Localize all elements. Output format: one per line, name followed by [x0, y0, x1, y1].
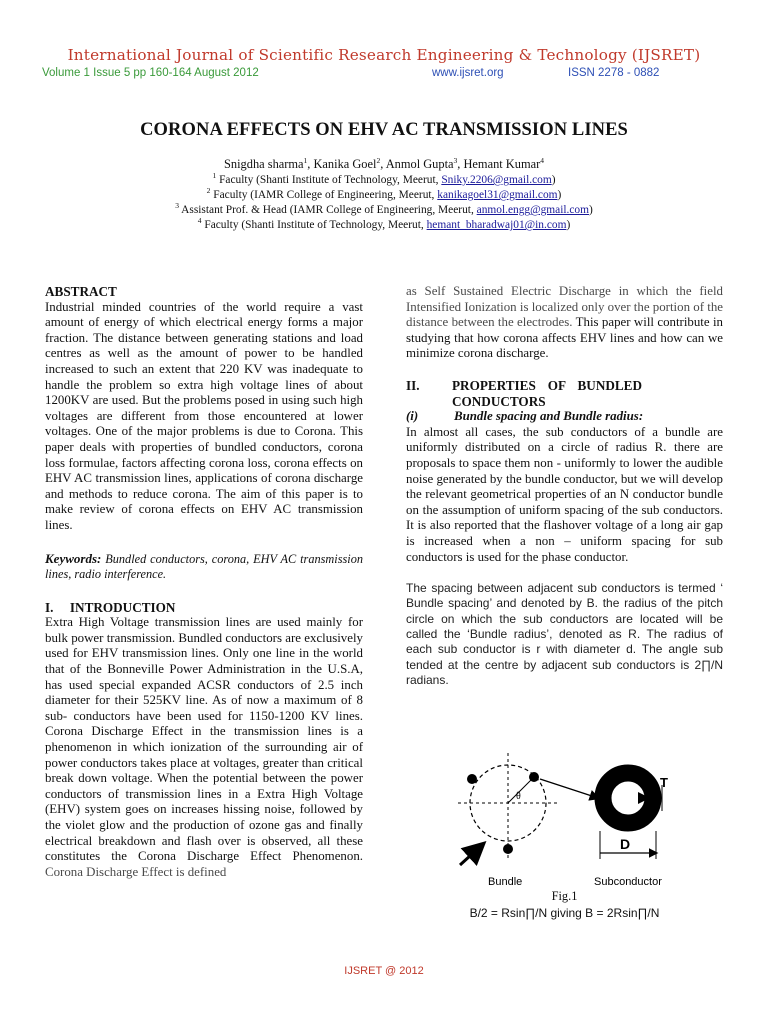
- author-sup: 3: [453, 155, 458, 165]
- keywords-label: Keywords:: [45, 550, 102, 566]
- section2-para1: In almost all cases, the sub conductors of a bundle are uniformly distributed on a circle of radius R. there are proposals to space them non - uniformly to lower the audible noise generated by the bundle conductor, but we will develop the relevant geometrical properties of an N conductor bundle on the assumption of uniform spacing of the sub conductors. It is also reported that the flashover voltage of a long air gap is increased when a non – uniform spacing for sub conductors is used for the phase conductor.: [406, 424, 723, 564]
- subsection-heading: [406, 409, 723, 425]
- aff-sup: 1: [212, 171, 217, 181]
- radius-line: [508, 777, 534, 803]
- journal-url[interactable]: www.ijsret.org: [432, 67, 504, 79]
- intro-body: Extra High Voltage transmission lines are used mainly for bulk power transmission. Bundled conductors are exclusively used for EHV transmission lines. Only one line in the world that of the Bonneville Power Administration in the U.S.A, has used special expanded ACSR conductors of 2.5 inch diameter for their 525KV line. As of now a maximum of 8 sub- conductors have been used for 1150-1200 KV lines. Corona Discharge Effect in the transmission lines is a phenomenon in which ionization of the surrounding air of power conductors takes place at voltages, greater than critical break down voltage. When the potential between the power conductors of transmission lines in a Extra High Voltage (EHV) system goes on increases hissing noise, followed by the violet glow and the production of ozone gas and finally electrical breakdown and flash over is observed, all these constitutes the Corona Discharge Effect Phenomenon.: [45, 615, 363, 864]
- paper-title: CORONA EFFECTS ON EHV AC TRANSMISSION LINES: [140, 120, 628, 140]
- email-link[interactable]: Sniky.2206@gmail.com: [441, 174, 552, 186]
- aff-text: Faculty (Shanti Institute of Technology, Meerut,: [219, 174, 442, 186]
- right-column: [406, 284, 723, 688]
- bundle-arrow: [460, 845, 482, 865]
- intro-continue: Corona Discharge Effect is defined: [45, 864, 227, 879]
- t-label: T: [660, 775, 668, 790]
- author-sup: 1: [303, 155, 308, 165]
- issn: ISSN 2278 - 0882: [568, 67, 660, 79]
- subconductor-label: Subconductor: [594, 876, 662, 888]
- intro-text: [45, 615, 363, 880]
- angle-label: θ: [516, 791, 521, 802]
- email-link[interactable]: kanikagoel31@gmail.com: [437, 189, 558, 201]
- aff-sup: 3: [175, 201, 179, 211]
- volume-info: Volume 1 Issue 5 pp 160-164 August 2012: [42, 67, 259, 79]
- author-name: Kanika Goel: [313, 157, 377, 171]
- abstract-text: Industrial minded countries of the world require a vast amount of energy of which electrical energy forms a major fraction. The distance between generating stations and load centres as well as the amount of power to be handled increased to such an extent that 220 KV was inadequate to handle the problem so extra high voltage lines of about 1200KV are used. But the problems posed in using such high voltages are different from those encountered at lower voltages. One of the major problems is due to Corona. This paper deals with properties of bundled conductors, corona loss formulae, factors affecting corona loss, corona effects on EHV AC transmission lines, applications of corona discharge and methods to reduce corona. The aim of this paper is to make review of corona effects on EHV AC transmission lines.: [45, 299, 363, 532]
- author-name: Hemant Kumar: [463, 157, 541, 171]
- journal-title: International Journal of Scientific Research Engineering & Technology (IJSRET): [67, 46, 701, 64]
- email-link[interactable]: hemant_bharadwaj01@in.com: [426, 219, 567, 231]
- subsection-title: Bundle spacing and Bundle radius:: [454, 409, 644, 424]
- author-name: Anmol Gupta: [385, 157, 454, 171]
- affiliation: [0, 201, 768, 218]
- author-sup: 4: [540, 155, 544, 165]
- subsection-number: (i): [406, 409, 419, 424]
- bundle-figure: [448, 753, 678, 893]
- aff-close: ): [551, 174, 556, 186]
- pointer-arrow: [540, 779, 598, 798]
- footer: IJSRET @ 2012: [344, 965, 424, 977]
- abstract-heading: ABSTRACT: [45, 284, 117, 299]
- section2-title: PROPERTIES OF BUNDLED CONDUCTORS: [452, 377, 642, 409]
- affiliation: [0, 171, 768, 188]
- section2-para2: The spacing between adjacent sub conductors is termed ‘ Bundle spacing’ and denoted by B. the radius of the pitch circle on which the sub conductors are located will be called the ‘Bundle radius’, denoted as R. The radius of each sub conductor is r with diameter d. The angle sub tended at the centre by adjacent sub conductors is 2∏/N radians.: [406, 581, 723, 687]
- section2-number: II.: [406, 377, 420, 393]
- aff-text: Faculty (Shanti Institute of Technology, Meerut,: [204, 219, 427, 231]
- aff-sup: 4: [197, 216, 202, 226]
- author-sup: 2: [376, 155, 381, 165]
- bundle-label: Bundle: [488, 876, 523, 888]
- author-list: Snigdha sharma$^1$, Kanika Goel$^2$, Anmol Gupta$^3$, Hemant Kumar$^4$: [224, 155, 544, 171]
- continued-gray: as Self Sustained Electric Discharge in which the field Intensified Ionization is localized only over the portion of the distance between the electrodes.: [406, 284, 723, 330]
- author-name: Snigdha sharma: [224, 157, 304, 171]
- figure-caption: Fig.1: [551, 889, 578, 903]
- figure-formula: B/2 = Rsin∏/N giving B = 2Rsin∏/N: [469, 906, 660, 920]
- aff-close: ): [566, 219, 571, 231]
- subconductor-dot: [467, 774, 477, 784]
- affiliation: [0, 216, 768, 233]
- aff-close: ): [589, 204, 593, 216]
- aff-sup: 2: [206, 186, 211, 196]
- d-label: D: [620, 836, 631, 852]
- intro-heading: I. INTRODUCTION: [45, 599, 176, 615]
- section2-heading: [406, 378, 723, 409]
- keywords: [45, 551, 363, 583]
- aff-text: Faculty (IAMR College of Engineering, Meerut,: [213, 189, 438, 201]
- aff-close: ): [557, 189, 562, 201]
- affiliation: [0, 186, 768, 203]
- left-column: [45, 284, 363, 880]
- subconductor-dot: [529, 772, 539, 782]
- continued-text: [406, 284, 723, 362]
- continued-body: This paper will contribute in studying that how corona affects EHV lines and how can we minimize corona discharge.: [406, 315, 724, 361]
- aff-text: Assistant Prof. & Head (IAMR College of Engineering, Meerut,: [181, 204, 477, 216]
- subconductor-dot: [503, 844, 513, 854]
- keywords-text: Bundled conductors, corona, EHV AC transmission lines, radio interference.: [45, 551, 363, 582]
- email-link[interactable]: anmol.engg@gmail.com: [476, 204, 589, 216]
